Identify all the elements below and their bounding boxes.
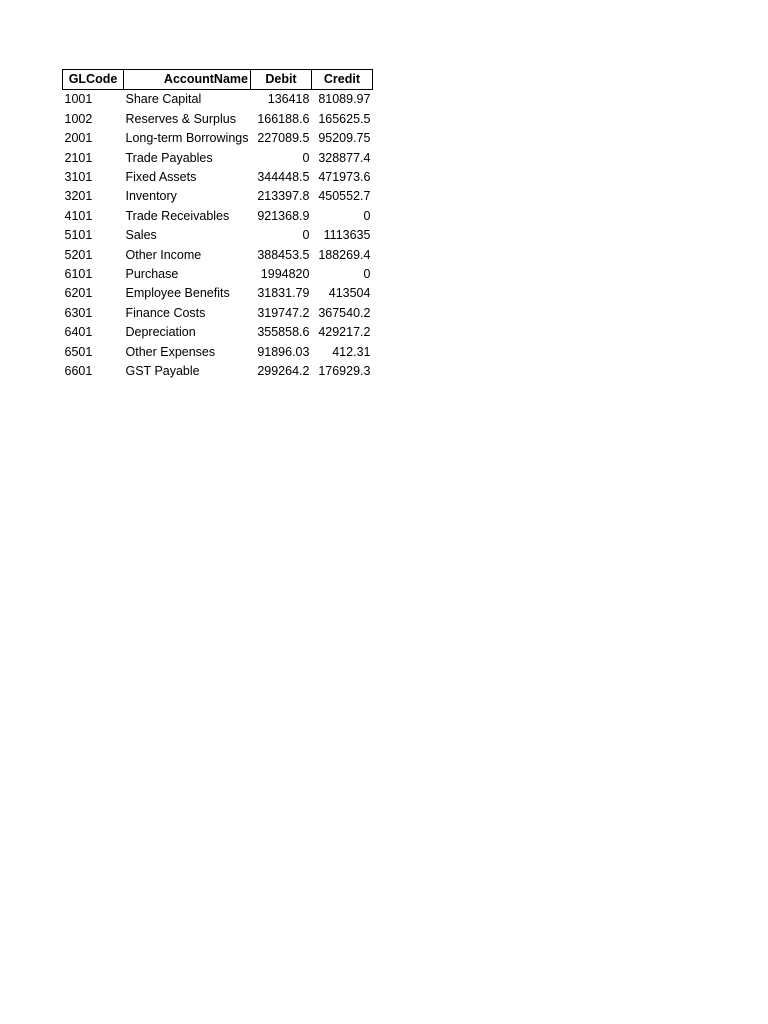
gl-code-cell[interactable]: 3201 <box>64 189 93 204</box>
debit-cell[interactable]: 319747.2 <box>257 305 310 320</box>
gl-code-cell[interactable]: 6601 <box>64 364 93 379</box>
gl-code-cell[interactable]: 3101 <box>64 170 93 185</box>
credit-cell[interactable]: 188269.4 <box>318 247 371 262</box>
gl-code-cell[interactable]: 6101 <box>64 267 93 282</box>
account-name-cell[interactable]: Other Income <box>125 247 202 262</box>
account-name-cell[interactable]: Other Expenses <box>125 344 216 359</box>
table-row <box>63 149 373 168</box>
gl-code-cell[interactable]: 2101 <box>64 150 93 165</box>
debit-cell[interactable]: 0 <box>302 150 310 165</box>
table-row <box>63 362 373 381</box>
gl-code-cell[interactable]: 6301 <box>64 305 93 320</box>
table-body <box>63 90 373 382</box>
debit-cell[interactable]: 344448.5 <box>257 170 310 185</box>
account-name-cell[interactable]: Purchase <box>125 267 179 282</box>
credit-cell[interactable]: 0 <box>363 267 371 282</box>
account-name-cell[interactable]: Trade Receivables <box>125 208 230 223</box>
table-row <box>63 284 373 303</box>
gl-code-cell[interactable]: 2001 <box>64 131 93 146</box>
header-debit[interactable]: Debit <box>250 70 311 90</box>
table-row <box>63 110 373 129</box>
account-name-cell[interactable]: Trade Payables <box>125 150 213 165</box>
debit-cell[interactable]: 91896.03 <box>257 344 310 359</box>
trial-balance-table <box>62 69 373 382</box>
gl-code-cell[interactable]: 6201 <box>64 286 93 301</box>
table-row <box>63 168 373 187</box>
table-row <box>63 323 373 342</box>
debit-cell[interactable]: 921368.9 <box>257 208 310 223</box>
account-name-cell[interactable]: Depreciation <box>125 325 196 340</box>
gl-code-cell[interactable]: 6501 <box>64 344 93 359</box>
gl-code-cell[interactable]: 4101 <box>64 208 93 223</box>
account-name-cell[interactable]: Fixed Assets <box>125 170 197 185</box>
account-name-cell[interactable]: GST Payable <box>125 364 200 379</box>
header-account-name[interactable]: AccountName <box>124 70 251 90</box>
gl-code-cell[interactable]: 1001 <box>64 92 93 107</box>
gl-code-cell[interactable]: 6401 <box>64 325 93 340</box>
table-row <box>63 304 373 323</box>
credit-cell[interactable]: 1113635 <box>323 228 371 243</box>
debit-cell[interactable]: 0 <box>302 228 310 243</box>
debit-cell[interactable]: 136418 <box>267 92 310 107</box>
debit-cell[interactable]: 213397.8 <box>257 189 310 204</box>
account-name-cell[interactable]: Long-term Borrowings <box>125 131 249 146</box>
credit-cell[interactable]: 450552.7 <box>318 189 371 204</box>
table-row <box>63 265 373 284</box>
account-name-cell[interactable]: Share Capital <box>125 92 202 107</box>
table-row <box>63 90 373 110</box>
header-credit[interactable]: Credit <box>311 70 372 90</box>
credit-cell[interactable]: 412.31 <box>332 344 371 359</box>
debit-cell[interactable]: 388453.5 <box>257 247 310 262</box>
account-name-cell[interactable]: Sales <box>125 228 157 243</box>
credit-cell[interactable]: 165625.5 <box>318 111 371 126</box>
credit-cell[interactable]: 81089.97 <box>318 92 371 107</box>
gl-code-cell[interactable]: 1002 <box>64 111 93 126</box>
debit-cell[interactable]: 1994820 <box>260 267 310 282</box>
account-name-cell[interactable]: Inventory <box>125 189 177 204</box>
credit-cell[interactable]: 429217.2 <box>318 325 371 340</box>
debit-cell[interactable]: 299264.2 <box>257 364 310 379</box>
spreadsheet <box>62 69 373 382</box>
header-row <box>63 70 373 90</box>
debit-cell[interactable]: 166188.6 <box>257 111 310 126</box>
gl-code-cell[interactable]: 5201 <box>64 247 93 262</box>
table-row <box>63 129 373 148</box>
credit-cell[interactable]: 471973.6 <box>318 170 371 185</box>
table-row <box>63 343 373 362</box>
credit-cell[interactable]: 328877.4 <box>318 150 371 165</box>
credit-cell[interactable]: 176929.3 <box>318 364 371 379</box>
account-name-cell[interactable]: Finance Costs <box>125 305 206 320</box>
table-row <box>63 187 373 206</box>
credit-cell[interactable]: 95209.75 <box>318 131 371 146</box>
header-glcode[interactable]: GLCode <box>63 70 124 90</box>
table-row <box>63 226 373 245</box>
credit-cell[interactable]: 413504 <box>328 286 371 301</box>
table-row <box>63 246 373 265</box>
credit-cell[interactable]: 0 <box>363 208 371 223</box>
table-row <box>63 207 373 226</box>
account-name-cell[interactable]: Employee Benefits <box>125 286 230 301</box>
gl-code-cell[interactable]: 5101 <box>64 228 93 243</box>
debit-cell[interactable]: 355858.6 <box>257 325 310 340</box>
debit-cell[interactable]: 227089.5 <box>257 131 310 146</box>
debit-cell[interactable]: 31831.79 <box>257 286 310 301</box>
credit-cell[interactable]: 367540.2 <box>318 305 371 320</box>
account-name-cell[interactable]: Reserves & Surplus <box>125 111 236 126</box>
